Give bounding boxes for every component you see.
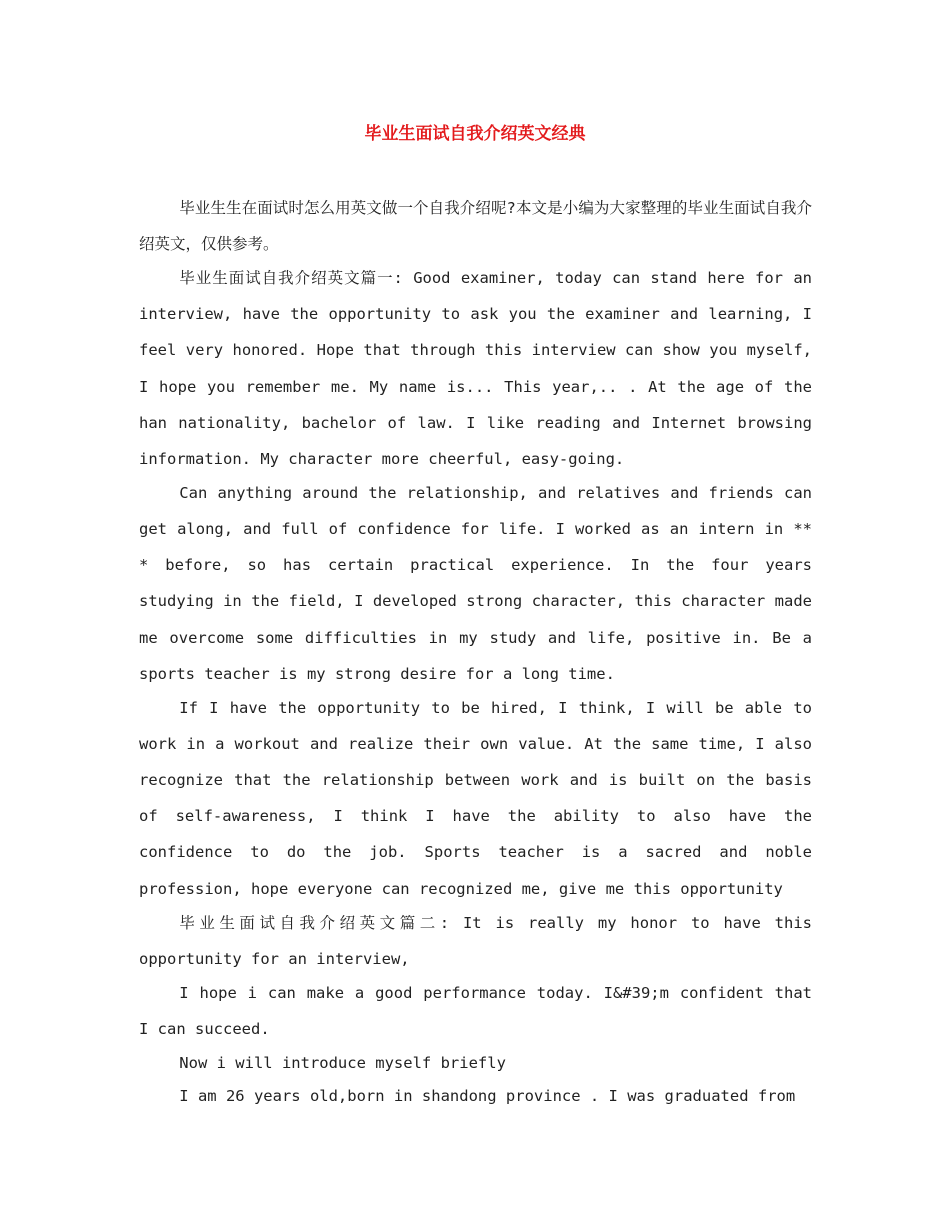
paragraph-part-one: 毕业生面试自我介绍英文篇一: Good examiner, today can stand here for an interview, have the opportunity to ask you the examiner and learning, I feel very honored. Hope that through this interview can show you myself, I hope you remember me. My name is... This year,.. . At the age of the han nationality, bachelor of law. I like reading and Internet browsing information. My character more cheerful, easy-going. [139, 269, 812, 469]
paragraph-performance: I hope i can make a good performance today. I&#39;m confident that I can succeed. [139, 983, 812, 1038]
paragraph-hired: If I have the opportunity to be hired, I think, I will be able to work in a workout and realize their own value. At the same time, I also recognize that the relationship between work and is built on the basis of self-awareness, I think I have the ability to also have the confidence to do the job. Sports teacher is a sacred and noble profession, hope everyone can recognized me, give me this opportunity [139, 698, 812, 898]
document-body [139, 190, 812, 1112]
paragraph-introduce-briefly: Now i will introduce myself briefly [179, 1053, 506, 1072]
document-title: 毕业生面试自我介绍英文经典 [364, 124, 586, 144]
paragraph-part-two: 毕业生面试自我介绍英文篇二: It is really my honor to have this opportunity for an interview, [139, 913, 812, 968]
paragraph-age: I am 26 years old,born in shandong province . I was graduated from [179, 1087, 796, 1106]
paragraph-intro: 毕业生生在面试时怎么用英文做一个自我介绍呢?本文是小编为大家整理的毕业生面试自我介绍英文，仅供参考。 [139, 199, 812, 254]
paragraph-relationship: Can anything around the relationship, and relatives and friends can get along, and full of confidence for life. I worked as an intern in ** * before, so has certain practical experience. In the four years studying in the field, I developed strong character, this character made me overcome some difficulties in my study and life, positive in. Be a sports teacher is my strong desire for a long time. [139, 483, 812, 683]
